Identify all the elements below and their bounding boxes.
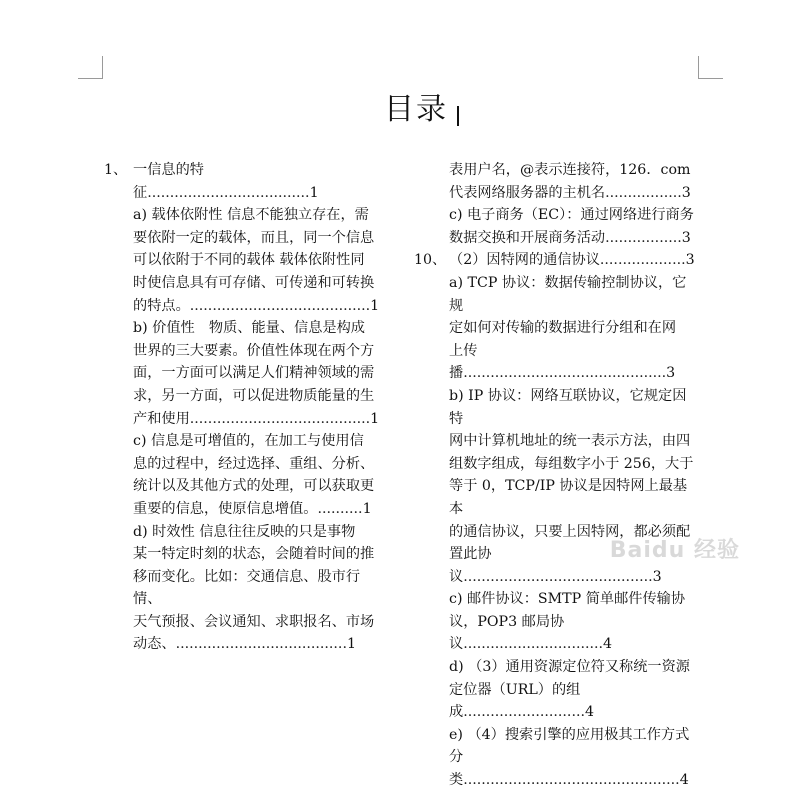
crop-mark-top-left-h: [78, 78, 102, 79]
toc-entry-10[interactable]: [414, 249, 700, 272]
toc-line: 世界的三大要素。价值性体现在两个方: [133, 342, 375, 359]
toc-text: 数据交换和开展商务活动: [449, 229, 606, 246]
toc-line: d) （3）通用资源定位符又称统一资源: [449, 659, 690, 676]
toc-entry-10d[interactable]: [414, 656, 700, 724]
toc-line: 定如何对传输的数据进行分组和在网: [449, 320, 677, 337]
toc-line: 要依附一定的载体，而且，同一个信息: [133, 229, 375, 246]
toc-line: e) （4）搜索引擎的应用极其工作方式: [449, 726, 690, 743]
toc-entry-1[interactable]: [98, 159, 388, 204]
toc-line: d) 时效性 信息往往反映的只是事物: [133, 523, 356, 540]
toc-line: 等于 0，TCP/IP 协议是因特网上最基本: [449, 478, 688, 517]
toc-leader: ......................................: [175, 636, 347, 653]
toc-leader: ........................................: [189, 410, 371, 427]
toc-text: 产和使用: [133, 410, 190, 427]
toc-line: c) 信息是可增值的，在加工与使用信: [133, 433, 364, 450]
toc-entry-1b[interactable]: [98, 317, 388, 430]
toc-entry-9b-cont[interactable]: [414, 159, 700, 204]
toc-page: 3: [681, 229, 691, 246]
toc-page: 4: [584, 704, 594, 721]
toc-leader: .............................................: [463, 365, 667, 382]
toc-line: 统计以及其他方式的处理，可以获取更: [133, 478, 375, 495]
toc-line: 某一特定时刻的状态，会随着时间的推: [133, 546, 375, 563]
toc-number: 10、: [414, 252, 447, 269]
toc-line: 时使信息具有可存储、可传递和可转换: [133, 274, 375, 291]
toc-leader: ...............................: [463, 636, 604, 653]
watermark-logo: Baidu 经验: [609, 538, 740, 563]
toc-entry-1c[interactable]: [98, 430, 388, 520]
toc-line: c) 电子商务（EC）：通过网络进行商务: [449, 207, 694, 224]
toc-line: c) 邮件协议：SMTP 简单邮件传输协: [449, 591, 686, 608]
toc-line: 可以依附于不同的载体 载体依附性同: [133, 252, 365, 269]
page-title[interactable]: 目录: [384, 92, 448, 127]
toc-line: 表用户名，@表示连接符，126．com: [449, 162, 691, 178]
toc-text: 置此协议: [449, 546, 492, 585]
toc-line: a) TCP 协议：数据传输控制协议，它规: [449, 274, 687, 314]
toc-page: 3: [666, 365, 676, 382]
toc-leader: .................: [605, 184, 682, 201]
toc-line: 面，一方面可以满足人们精神领域的需: [133, 365, 375, 382]
toc-line: b) 价值性 物质、能量、信息是构成: [133, 320, 365, 337]
toc-entry-10c[interactable]: [414, 588, 700, 656]
toc-text: 动态、: [133, 636, 176, 653]
toc-page: 3: [681, 184, 691, 201]
toc-page: 4: [603, 636, 613, 653]
toc-line: 求，另一方面，可以促进物质能量的生: [133, 387, 375, 404]
toc-leader: ...........................: [463, 704, 585, 721]
toc-text: 分类: [449, 749, 464, 789]
text-cursor: [457, 106, 459, 126]
toc-line: 的通信协议，只要上因特网，都必须配: [449, 523, 691, 540]
toc-text: 议，POP3 邮局协议: [449, 613, 565, 653]
toc-text: 定位器（URL）的组成: [449, 681, 581, 721]
toc-line: a) 载体依附性 信息不能独立存在，需: [133, 207, 369, 224]
toc-entry-1a[interactable]: [98, 204, 388, 317]
toc-entry-1d[interactable]: [98, 521, 388, 657]
toc-leader: ...................: [599, 252, 686, 269]
crop-mark-top-right-v: [698, 56, 699, 79]
toc-leader: .................: [605, 229, 682, 246]
toc-text: 代表网络服务器的主机名: [449, 184, 606, 201]
toc-line: b) IP 协议：网络互联协议，它规定因特: [449, 387, 687, 427]
toc-page: 4: [679, 772, 689, 789]
toc-entry-9c[interactable]: [414, 204, 700, 249]
toc-page: 1: [370, 297, 380, 314]
toc-page: 1: [370, 410, 380, 427]
toc-text: （2）因特网的通信协议: [449, 252, 600, 269]
toc-page: 1: [346, 636, 356, 653]
toc-line: 天气预报、会议通知、求职报名、市场: [133, 613, 375, 630]
toc-page: 3: [685, 252, 695, 269]
toc-leader: ................................................: [463, 772, 680, 789]
toc-page: 1: [309, 184, 319, 201]
toc-line: 移而变化。比如：交通信息、股市行情、: [133, 568, 361, 608]
toc-leader: ..........: [317, 500, 363, 517]
toc-text: 重要的信息，使原信息增值。: [133, 500, 318, 517]
crop-mark-top-right-h: [699, 78, 723, 79]
toc-line: 组数字组成，每组数字小于 256，大于: [449, 455, 694, 472]
toc-page: 1: [362, 500, 372, 517]
toc-line: 息的过程中，经过选择、重组、分析、: [133, 455, 375, 472]
crop-mark-top-left-v: [102, 56, 103, 79]
toc-leader: ........................................: [189, 297, 371, 314]
toc-number: 1、: [104, 162, 128, 178]
toc-leader: ....................................: [147, 184, 310, 201]
toc-text: 一信息的特征: [133, 162, 204, 201]
toc-line: 网中计算机地址的统一表示方法，由四: [449, 433, 691, 450]
toc-column-left: [98, 159, 388, 656]
toc-column-right: [414, 159, 700, 792]
toc-text: 的特点。: [133, 297, 190, 314]
toc-leader: ..........................................: [463, 568, 653, 585]
toc-entry-10a[interactable]: [414, 272, 700, 385]
toc-text: 上传播: [449, 342, 478, 382]
toc-entry-10e[interactable]: [414, 724, 700, 792]
toc-page: 3: [652, 568, 662, 585]
